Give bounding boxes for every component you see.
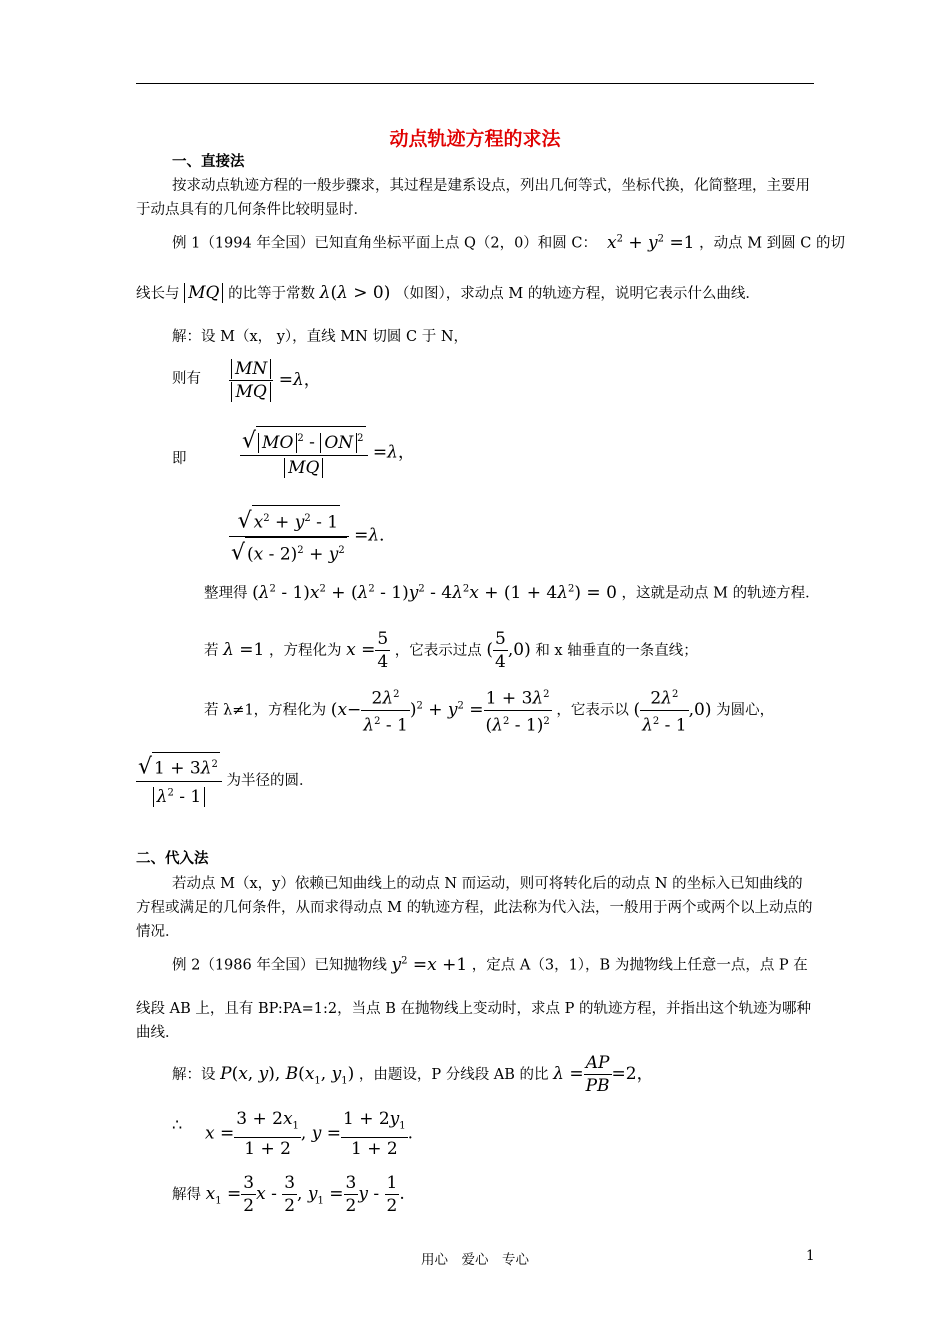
case1-text-c: ，它表示过点 [394,643,482,659]
solution2-setup [172,1052,654,1097]
section1-intro: 按求动点轨迹方程的一般步骤求，其过程是建系设点，列出几何等式，坐标代换，化简整理，主要用于动点具有的几何条件比较明显时． [136,178,810,218]
radius-line [136,752,313,809]
radius-text: 为半径的圆． [226,773,314,790]
mq-abs: MQ [184,283,223,303]
case2-text-b: ，它表示以 [556,702,629,719]
arrange-label: 整理得 [204,585,248,602]
footer-text: 用心 爱心 专心 [421,1252,529,1268]
circle-equation: $x^2 + y^2 =1$ [601,232,695,253]
case1-text-a: 若 [204,643,219,659]
therefore-symbol: ∴ [172,1115,183,1134]
example1-text-a: 例 1（1994 年全国）已知直角坐标平面上点 Q（2，0）和圆 C： [172,235,597,252]
trajectory-equation: $(\lambda^2 - 1)x^2 + (\lambda^2 - 1)y^2 - 4\lambda^2x + (1 + 4\lambda^2) = 0$ [252,582,617,603]
solved-line [172,1172,405,1217]
example1-line2 [136,284,760,303]
ratio-ap-pb: λ = $\frac{AP}{PB}$ =2， [553,1053,654,1096]
case-lambda-1 [204,628,698,673]
case2-text-a: 若 λ≠1，方程化为 [204,702,327,719]
tangent-equation: $\frac{√ MO ^2 - ON ^2}{MQ}$ =λ， [240,426,415,480]
case1-text-b: ，方程化为 [268,643,342,659]
example1-text-b: ，动点 M 到圆 C 的切 [699,235,845,252]
solved-label: 解得 [172,1187,201,1203]
example2-line2: 线段 AB 上，且有 BP:PA=1:2，当点 B 在抛物线上变动时，求点 P 的轨迹方程，并指出这个轨迹为哪种曲线． [136,1001,811,1041]
case2-text-c: 为圆心， [716,702,775,719]
ratio-equation: $\frac{MN}{MQ}$ =λ， [229,358,321,403]
arrange-tail: ，这就是动点 M 的轨迹方程． [621,585,820,602]
solution2-text-a: 解：设 [172,1067,216,1083]
example2-text-a: 例 2（1986 年全国）已知抛物线 [172,957,387,974]
parabola-equation: $y^2 =x +1$ [391,954,468,975]
then-label: 则有 [172,371,201,387]
lambda-condition: λ(λ > 0) [319,283,391,303]
example2-text-b: ，定点 A（3，1），B 为抛物线上任意一点，点 P 在 [471,957,808,974]
lambda-equals-1: λ =1 [223,640,265,660]
example2-line1 [172,952,808,975]
page-title: 动点轨迹方程的求法 [389,128,561,150]
point-5-4: ( $\frac{5}{4}$ ,0) [486,629,531,672]
example1-text-e: （如图），求动点 M 的轨迹方程，说明它表示什么曲线． [395,286,760,302]
x-equals-5-4: x = $\frac{5}{4}$ [346,629,389,672]
solution1-setup: 解：设 M（x， y），直线 MN 切圆 C 于 N， [172,329,469,345]
circle-form-equation: (x− $\frac{2\lambda^2}{\lambda^2 - 1}$ )$^2 + y^2$ = $\frac{1 + 3\lambda^2}{(\lambda^2 - 1)^2}$ [331,700,552,720]
page-number: 1 [806,1248,815,1264]
example1-line1 [172,230,845,253]
ie-label: 即 [172,451,187,467]
section1-heading: 一、直接法 [172,154,245,170]
circle-center: ( $\frac{2\lambda^2}{\lambda^2 - 1}$ ,0) [633,700,711,720]
case1-text-d: 和 x 轴垂直的一条直线； [535,643,698,659]
header-rule [136,83,814,84]
section-formula: x = $\frac{3 + 2x_1}{1 + 2}$ , y = $\frac{1 + 2y_1}{1 + 2}$ . [205,1109,414,1160]
example1-text-d: 的比等于常数 [228,286,316,302]
section2-heading: 二、代入法 [136,851,209,867]
arrange-line [204,580,820,603]
case-lambda-not-1 [204,684,774,736]
example1-text-c: 线长与 [136,286,180,302]
coordinate-equation: $\frac{√ x^2 + y^2 - 1}{√ (x - 2)^2 + y^2}$ =λ． [229,505,396,567]
section2-intro: 若动点 M（x，y）依赖已知曲线上的动点 N 而运动，则可将转化后的动点 N 的坐标入已知曲线的方程或满足的几何条件，从而求得动点 M 的轨迹方程，此法称为代入法，一般用于两个或两个以上动点的情况． [136,876,813,940]
circle-radius: $\frac{√ 1 + 3\lambda^2}{\lambda^2 - 1}$ [136,770,222,790]
solution2-text-b: ，由题设，P 分线段 AB 的比 [358,1067,549,1083]
solved-equations: $x_1$ = $\frac{3}{2}$ x - $\frac{3}{2}$ , $y_1$ = $\frac{3}{2}$ y - $\frac{1}{2}$ . [205,1173,405,1216]
points-p-b: P(x, y), $B(x_1$, $y_1$) [220,1064,355,1087]
